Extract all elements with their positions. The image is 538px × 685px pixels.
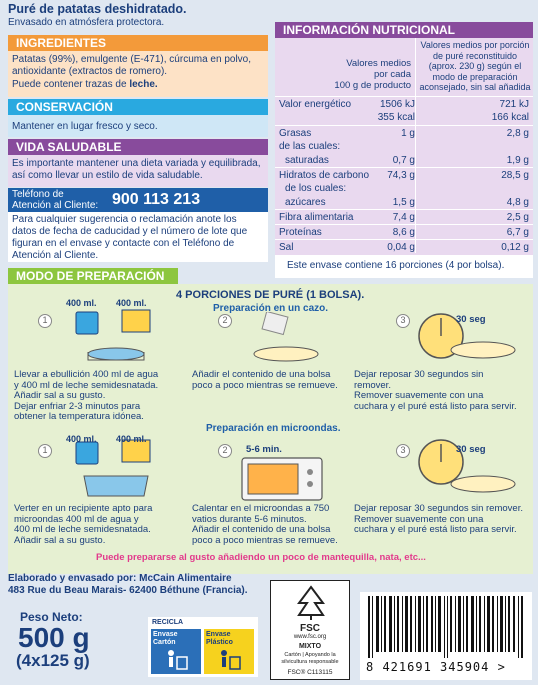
nutrition-footer-band <box>275 255 533 278</box>
nutrient-value-100g: 1 g <box>401 128 415 139</box>
step-text-line: y 400 ml de leche semidesnatada. <box>14 379 159 391</box>
cazo-title: Preparación en un cazo. <box>213 303 329 314</box>
nutrient-value-100g: 0,04 g <box>387 242 415 253</box>
qty-agua-label: 400 ml. <box>66 298 97 308</box>
nutrient-value-100g: 7,4 g <box>392 212 415 223</box>
nutrient-value-100g: 8,6 g <box>392 227 415 238</box>
step-text-line: Añadir el contenido de una bolsa <box>192 524 331 535</box>
qty-leche-label: 400 ml. <box>116 298 147 308</box>
step-text-line: 400 ml de leche semidesnatada. <box>14 524 151 535</box>
step-text-line: Dejar reposar 30 segundos sin remover. <box>354 503 523 514</box>
net-weight-detail: (4x125 g) <box>16 651 90 670</box>
nutrient-value-100g: 0,7 g <box>392 155 415 166</box>
nutrient-label: Hidratos de carbono <box>279 170 370 181</box>
step-number-3: 3 <box>396 314 410 328</box>
vida-box <box>8 155 268 187</box>
vida-line2: así como llevar un estilo de vida saludable. <box>12 170 203 181</box>
cazo-step3-text <box>354 370 517 412</box>
nutrition-row-line <box>275 209 533 210</box>
step-text-line: poco a poco mientras se remueve. <box>192 379 338 391</box>
nutrition-col2-header <box>315 58 411 91</box>
nutrient-label: Proteínas <box>279 227 322 238</box>
nutrient-value-portion: 4,8 g <box>506 197 529 208</box>
ingredientes-line1: Patatas (99%), emulgente (E-471), cúrcuma en polvo, <box>12 54 252 65</box>
nutrient-value-portion: 2,5 g <box>506 212 529 223</box>
fsc-label <box>270 580 350 680</box>
nutrient-label: Grasas <box>279 128 312 139</box>
micro-step3-text <box>354 504 523 536</box>
preparacion-area <box>8 284 533 574</box>
step-text-line: Verter en un recipiente apto para <box>14 503 153 514</box>
plastico-bin <box>204 629 254 674</box>
contacto-line2: datos de fecha de caducidad y el número de lote que <box>12 226 248 237</box>
step-number-2: 2 <box>218 314 232 328</box>
step-text-line: obtener la temperatura idónea. <box>14 411 144 422</box>
conservacion-text: Mantener en lugar fresco y seco. <box>12 121 158 132</box>
ingredientes-line2: antioxidante (extractos de romero). <box>12 66 168 77</box>
conservacion-box <box>8 115 268 137</box>
step-text-line: Añadir sal a su gusto. <box>14 534 106 546</box>
step-text-line: Remover suavemente con una <box>354 390 484 401</box>
fsc-url: www.fsc.org <box>293 634 327 640</box>
telefono-box <box>8 188 268 212</box>
contacto-box <box>8 212 268 262</box>
col3-header-line: Valores medios por porción <box>420 40 530 50</box>
ingredientes-heading: INGREDIENTES <box>8 35 268 51</box>
contacto-line3: figuran en el envase y contacte con el Teléfono de <box>12 238 235 249</box>
nutrient-value-100g: 1,5 g <box>392 197 415 208</box>
product-title: Puré de patatas deshidratado. <box>8 2 187 16</box>
carton-bin <box>151 629 201 674</box>
step-number-1: 1 <box>38 314 52 328</box>
recycle-person-icon <box>163 649 189 671</box>
nutrient-value-portion: 721 kJ <box>499 99 529 110</box>
step-number-2: 2 <box>218 444 232 458</box>
cazo-step1-text <box>14 370 158 423</box>
ingredientes-box <box>8 51 268 97</box>
step-number-3: 3 <box>396 444 410 458</box>
col3-header-line: modo de preparación <box>432 71 518 82</box>
telefono-number: 900 113 213 <box>112 191 201 208</box>
micro-step2-text <box>192 504 338 546</box>
nutrition-table <box>275 38 533 278</box>
barcode-bars <box>368 596 524 658</box>
barcode-number: 8 421691 345904 > <box>366 660 506 674</box>
micro-title: Preparación en microondas. <box>206 423 341 434</box>
ingredientes-trazas: Puede contener trazas de <box>12 79 127 90</box>
nutrient-value-portion: 6,7 g <box>506 227 529 238</box>
fsc-mixto: MIXTO <box>298 643 322 650</box>
portions-title: 4 PORCIONES DE PURÉ (1 BOLSA). <box>176 289 365 301</box>
nutricion-heading: INFORMACIÓN NUTRICIONAL <box>275 22 533 38</box>
col3-header-line: (aprox. 230 g) según el <box>428 61 522 71</box>
nutrient-value-portion: 2,8 g <box>506 128 529 139</box>
step-text-line: Dejar reposar 30 segundos sin <box>354 369 484 380</box>
col2-header-line: Valores medios <box>346 58 411 69</box>
nutrient-value-100g: 355 kcal <box>377 112 415 123</box>
fsc-code: FSC® C113115 <box>287 669 333 676</box>
net-weight-value: 500 g <box>18 622 90 653</box>
step-text-line: Añadir el contenido de una bolsa <box>192 369 331 380</box>
contacto-line4: Atención al Cliente. <box>12 250 99 261</box>
plastico-label: Envase Plástico <box>206 631 233 646</box>
step-text-line: Calentar en el microondas a 750 <box>192 503 330 514</box>
step-number-1: 1 <box>38 444 52 458</box>
recycle-person-icon <box>216 649 242 671</box>
microwave-icon <box>240 454 330 504</box>
step-text-line: Remover suavemente con una <box>354 513 484 525</box>
step-text-line: cuchara y el puré está listo para servir. <box>354 400 517 412</box>
ingredientes-alergeno: leche. <box>129 79 158 90</box>
vida-line1: Es importante mantener una dieta variada y equilibrada, <box>12 158 261 169</box>
nutrition-footer: Este envase contiene 16 porciones (4 por bolsa). <box>287 260 505 271</box>
recicla-label: RECICLA <box>152 619 184 626</box>
step-text-line: remover. <box>354 379 391 391</box>
micro-qty-leche-label: 400 ml. <box>116 434 147 444</box>
ingredientes-line3 <box>12 79 158 91</box>
nutrient-label: de las cuales: <box>279 141 341 152</box>
cazo-step2-text <box>192 370 338 391</box>
nutrient-value-portion: 166 kcal <box>491 112 529 123</box>
cazo-step2-illustration <box>236 312 336 367</box>
preparacion-heading: MODO DE PREPARACIÓN <box>8 268 178 284</box>
telefono-label2: Atención al Cliente: <box>12 200 99 211</box>
micro-seg-label: 30 seg <box>456 444 486 455</box>
step-text-line: Llevar a ebullición 400 ml de agua <box>14 369 159 380</box>
nutrient-value-100g: 74,3 g <box>387 170 415 181</box>
nutrient-label: saturadas <box>285 155 329 166</box>
nutrient-label: Valor energético <box>279 99 352 110</box>
nutrient-value-portion: 0,12 g <box>501 242 529 253</box>
nutrition-row-line <box>275 96 533 97</box>
contacto-line1: Para cualquier sugerencia o reclamación anote los <box>12 214 237 225</box>
manufacturer-line1: Elaborado y envasado por: McCain Alimentaire <box>8 573 232 584</box>
step-text-line: Dejar enfriar 2-3 minutos para <box>14 400 141 412</box>
tip-text: Puede prepararse al gusto añadiendo un poco de mantequilla, nata, etc... <box>96 552 426 563</box>
nutrition-row-line <box>275 239 533 240</box>
carton-label: Envase Cartón <box>153 631 178 646</box>
nutrition-col-divider <box>415 38 416 253</box>
nutrient-label: Fibra alimentaria <box>279 212 354 223</box>
telefono-label1: Teléfono de <box>12 189 64 200</box>
step-text-line: vatios durante 5-6 minutos. <box>192 513 307 525</box>
net-weight-label: Peso Neto: <box>20 610 83 624</box>
cazo-seg-label: 30 seg <box>456 314 486 325</box>
nutrient-value-100g: 1506 kJ <box>379 99 415 110</box>
step-text-line: cuchara y el puré está listo para servir. <box>354 524 517 535</box>
fsc-tree-icon <box>293 585 329 621</box>
recycle-box <box>148 617 258 677</box>
step-text-line: poco a poco mientras se remueve. <box>192 534 338 546</box>
conservacion-heading: CONSERVACIÓN <box>8 99 268 115</box>
barcode <box>360 592 532 680</box>
nutrient-value-portion: 1,9 g <box>506 155 529 166</box>
col2-header-line: por cada <box>374 69 411 80</box>
nutrient-label: de los cuales: <box>285 183 347 194</box>
col3-header-line: de puré reconstituido <box>432 50 518 61</box>
micro-time-label: 5-6 min. <box>246 444 282 455</box>
step-text-line: Añadir sal a su gusto. <box>14 390 106 401</box>
col2-header-line: 100 g de producto <box>334 80 411 91</box>
vida-heading: VIDA SALUDABLE <box>8 139 268 155</box>
nutrition-row-line <box>275 125 533 126</box>
product-subtitle: Envasado en atmósfera protectora. <box>8 17 165 28</box>
step-text-line: microondas 400 ml de agua y <box>14 513 139 525</box>
nutrient-label: azúcares <box>285 197 326 208</box>
nutrition-row-line <box>275 224 533 225</box>
fsc-text: Cartón | Apoyando la silvicultura responsable <box>281 652 339 665</box>
micro-step1-text <box>14 504 152 546</box>
nutrition-col3-header <box>419 40 531 93</box>
nutrient-value-portion: 28,5 g <box>501 170 529 181</box>
nutrition-row-line <box>275 167 533 168</box>
micro-qty-agua-label: 400 ml. <box>66 434 97 444</box>
manufacturer-line2: 483 Rue du Beau Marais- 62400 Béthune (Francia). <box>8 585 248 596</box>
nutrient-label: Sal <box>279 242 294 253</box>
col3-header-line: aconsejado, sin sal añadida <box>419 82 531 92</box>
fsc-title: FSC <box>300 623 320 634</box>
